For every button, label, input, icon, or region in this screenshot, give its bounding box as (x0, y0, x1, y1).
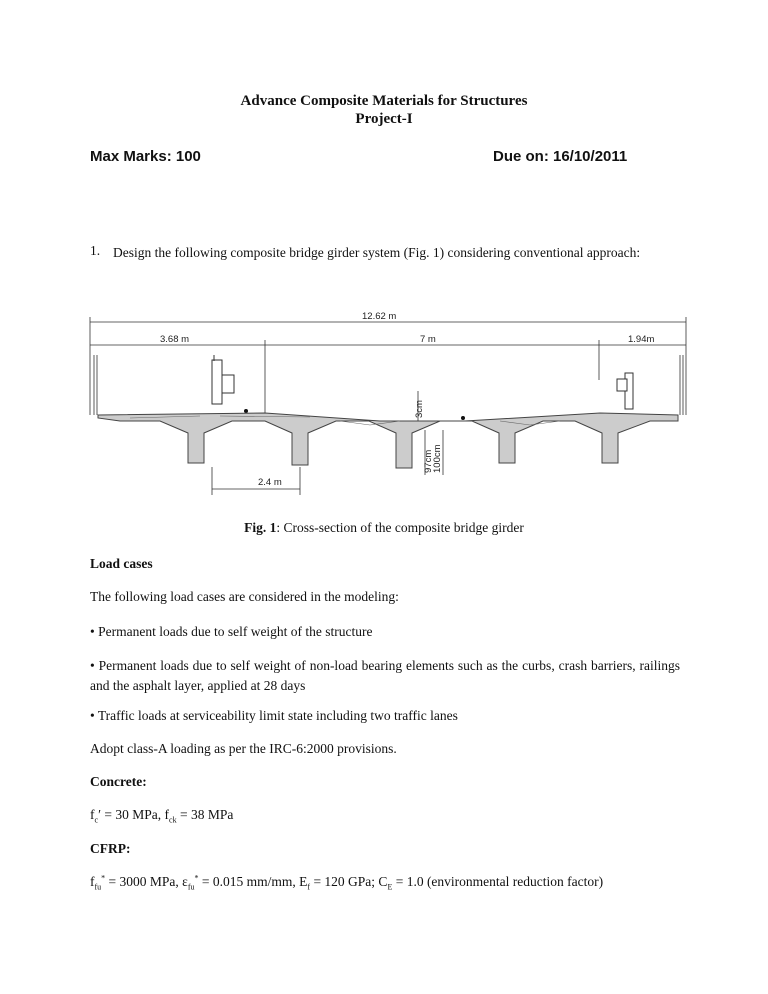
right-width-label: 1.94m (628, 334, 655, 345)
list-item: • Permanent loads due to self weight of non-load bearing elements such as the curbs, crash barriers, railings and the asphalt layer, applied at 28 days (90, 658, 680, 693)
max-marks: Max Marks: 100 (90, 148, 201, 165)
due-date: Due on: 16/10/2011 (493, 148, 628, 165)
girder-depth-label: 97cm (423, 449, 434, 473)
left-width-label: 3.68 m (160, 334, 190, 345)
cfrp-properties: $f_{fu}^* = 3000$ MPa, $\varepsilon_{fu}^* = 0.015$ mm/mm, $E_f = 120$ GPa; $C_E = 1.0$ (environmental reduction factor) (90, 873, 604, 892)
bridge-cross-section-figure (80, 305, 692, 500)
drain-marker-right (461, 416, 465, 420)
adopt-loading-text: Adopt class-A loading as per the IRC-6:2000 provisions. (90, 741, 397, 756)
load-cases-intro: The following load cases are considered in the modeling: (90, 589, 399, 604)
cfrp-heading: CFRP: (90, 841, 131, 856)
right-railing (617, 373, 633, 409)
girder-spacing-label: 2.4 m (258, 477, 282, 488)
concrete-heading: Concrete: (90, 774, 147, 789)
document-title: Advance Composite Materials for Structures (240, 93, 528, 109)
concrete-properties: $f_c' = 30$ MPa, $f_{ck} = 38$ MPa (90, 807, 234, 825)
middle-width-label: 7 m (420, 334, 436, 345)
question-text: Design the following composite bridge girder system (Fig. 1) considering conventional approach: (113, 245, 641, 260)
figure-caption: Fig. 1: Cross-section of the composite bridge girder (244, 520, 524, 535)
slab-thickness-label: 3cm (414, 400, 425, 418)
load-cases-heading: Load cases (90, 556, 153, 571)
drain-marker-left (244, 409, 248, 413)
question-number: 1. (90, 243, 101, 258)
left-railing (212, 355, 234, 404)
total-depth-label: 100cm (432, 444, 443, 473)
total-width-label: 12.62 m (362, 311, 397, 322)
list-item: • Permanent loads due to self weight of the structure (90, 624, 373, 639)
deck-and-girders (98, 413, 678, 468)
document-subtitle: Project-I (355, 111, 413, 127)
list-item: • Traffic loads at serviceability limit state including two traffic lanes (90, 708, 458, 723)
